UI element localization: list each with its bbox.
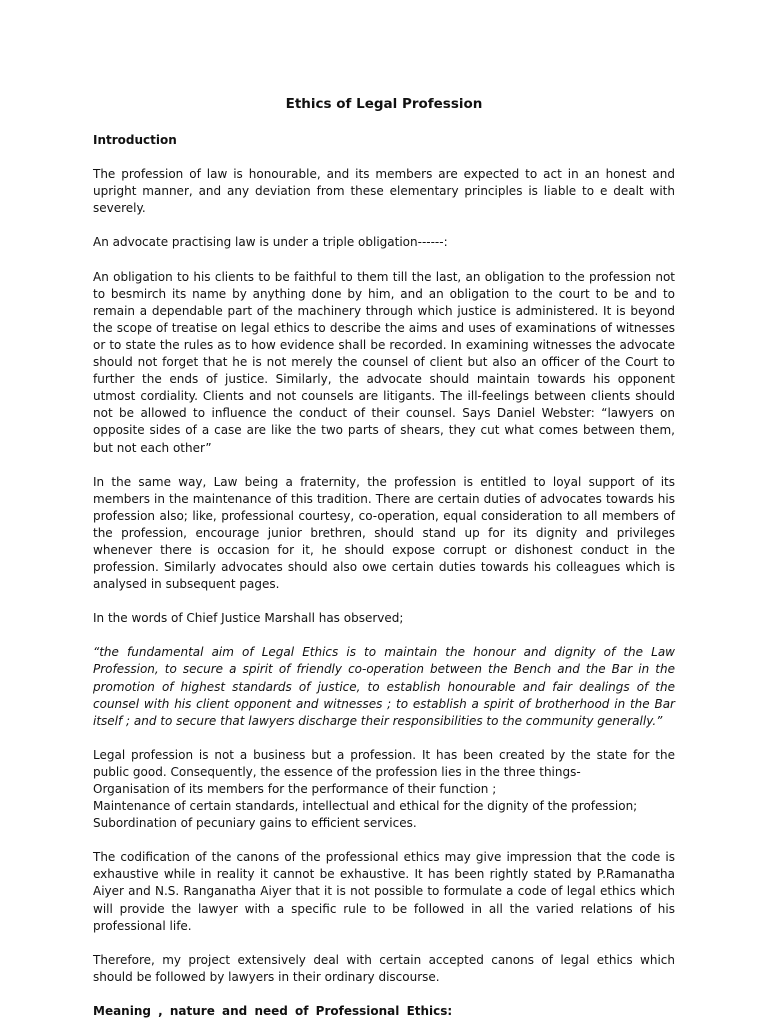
paragraph-honourable-profession: The profession of law is honourable, and its members are expected to act in an honest and upright manner, and any deviation from these elementary principles is liable to e dealt with severely. xyxy=(93,167,675,216)
list-item: Organisation of its members for the performance of their function ; xyxy=(93,782,497,796)
list-item: Subordination of pecuniary gains to efficient services. xyxy=(93,816,417,831)
paragraph-project-scope: Therefore, my project extensively deal with certain accepted canons of legal ethics which should be followed by lawyers in their ordinary discourse. xyxy=(93,952,675,984)
paragraph-marshall-intro: In the words of Chief Justice Marshall has observed; xyxy=(93,611,404,626)
paragraph-fraternity: In the same way, Law being a fraternity, the profession is entitled to loyal support of its members in the maintenance of this tradition. There are certain duties of advocates towards his profession also; like, professional courtesy, co-operation, equal consideration to all members of the profession, encourage junior brethren, should stand up for its dignity and privileges whenever there is occasion for it, he should expose corrupt or dishonest conduct in the profession. Similarly advocates should also owe certain duties towards his colleagues which is analysed in subsequent pages. xyxy=(93,474,675,592)
list-intro: Legal profession is not a business but a profession. It has been created by the state for the public good. Consequently, the essence of the profession lies in the three things- xyxy=(93,747,675,779)
paragraph-codification: The codification of the canons of the professional ethics may give impression that the code is exhaustive while in reality it cannot be exhaustive. It has been rightly stated by P.Ramanatha Aiyer and N.S. Ranganatha Aiyer that it is not possible to formulate a code of legal ethics which will provide the lawyer with a specific rule to be followed in all the varied relations of his professional life. xyxy=(93,850,675,933)
marshall-quote: “the fundamental aim of Legal Ethics is to maintain the honour and dignity of the Law Profession, to secure a spirit of friendly co-operation between the Bench and the Bar in the promotion of highest standards of justice, to establish honourable and fair dealings of the counsel with his client opponent and witnesses ; to establish a spirit of brotherhood in the Bar itself ; and to secure that lawyers discharge their responsibilities to the community generally.” xyxy=(93,645,675,728)
introduction-heading: Introduction xyxy=(93,133,177,148)
list-item: Maintenance of certain standards, intellectual and ethical for the dignity of the profession; xyxy=(93,799,638,814)
section-heading-meaning: Meaning , nature and need of Professional Ethics: xyxy=(93,1003,453,1018)
profession-essence-list xyxy=(93,747,675,832)
paragraph-triple-obligation: An advocate practising law is under a triple obligation------: xyxy=(93,235,448,250)
document-page xyxy=(93,96,675,1020)
document-title: Ethics of Legal Profession xyxy=(285,96,483,112)
paragraph-obligations-detail: An obligation to his clients to be faithful to them till the last, an obligation to the profession not to besmirch its name by anything done by him, and an obligation to the court to be and to remain a dependable part of the machinery through which justice is administered. It is beyond the scope of treatise on legal ethics to describe the aims and uses of examinations of witnesses or to state the rules as to how evidence shall be recorded. In examining witnesses the advocate should not forget that he is not merely the counsel of client but also an officer of the Court to further the ends of justice. Similarly, the advocate should maintain towards his opponent utmost cordiality. Clients and not counsels are litigants. The ill-feelings between clients should not be allowed to influence the conduct of their counsel. Says Daniel Webster: “lawyers on opposite sides of a case are like the two parts of shears, they cut what comes between them, but not each other” xyxy=(93,269,675,455)
